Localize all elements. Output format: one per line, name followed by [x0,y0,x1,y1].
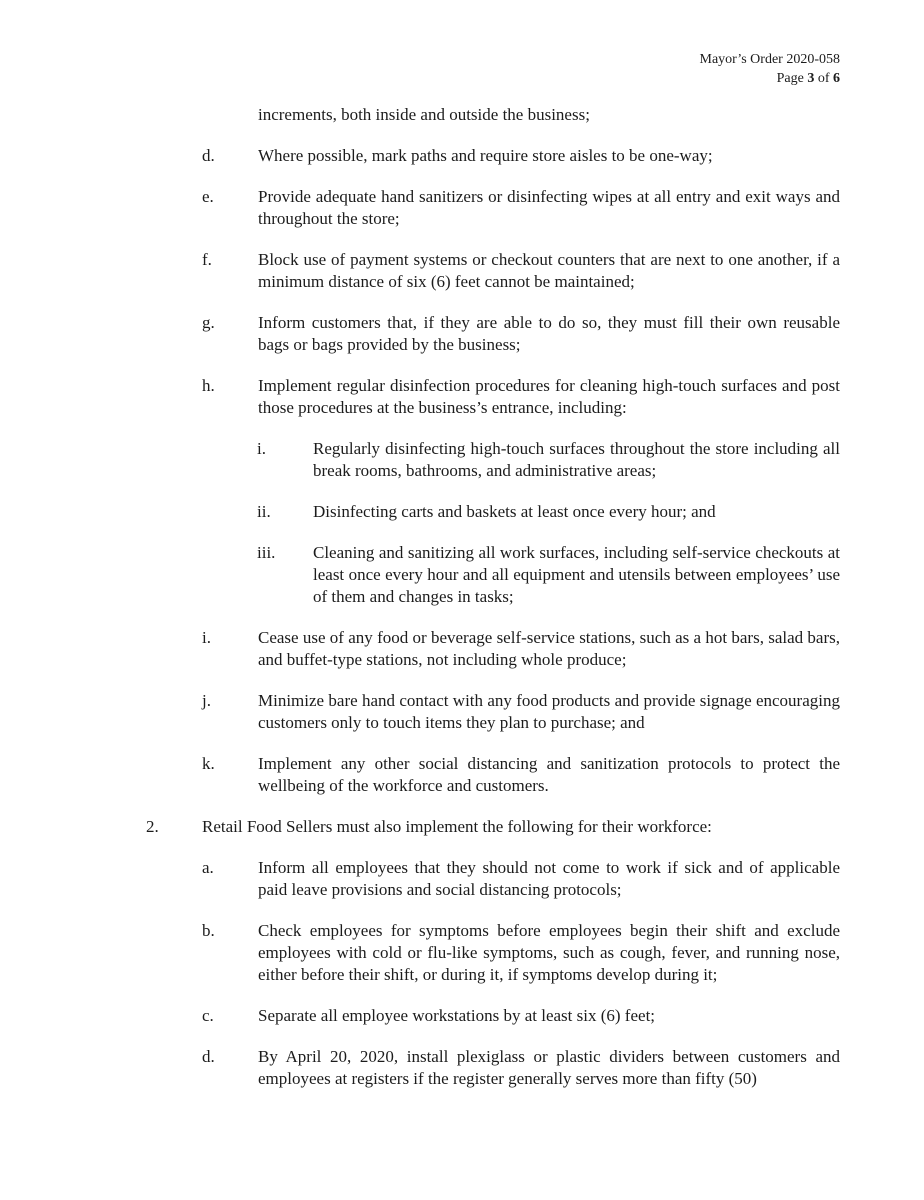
workforce-item-d [202,1046,840,1090]
continuation-text: increments, both inside and outside the business; [258,105,590,124]
item-label: i. [202,628,211,647]
list-item-f [202,249,840,293]
item-text: Implement any other social distancing and sanitization protocols to protect the wellbeing of the workforce and customers. [258,754,840,795]
workforce-item-c [202,1005,840,1027]
list-item-roman-i [257,438,840,482]
item-label: c. [202,1006,214,1025]
section-2 [146,816,840,838]
item-label: ii. [257,502,271,521]
item-label: f. [202,250,212,269]
item-text: Separate all employee workstations by at least six (6) feet; [258,1006,656,1025]
item-label: a. [202,858,214,877]
document-body [0,104,924,1090]
section-text: Retail Food Sellers must also implement the following for their workforce: [202,817,712,836]
item-text: Regularly disinfecting high-touch surfaces throughout the store including all break rooms, bathrooms, and administrative areas; [313,439,840,480]
workforce-item-a [202,857,840,901]
page-of: of [817,71,830,86]
item-text: Where possible, mark paths and require store aisles to be one-way; [258,146,713,165]
item-label: b. [202,921,215,940]
item-text: Inform customers that, if they are able to do so, they must fill their own reusable bags or bags provided by the business; [258,313,840,354]
item-label: i. [257,439,266,458]
item-text: Cease use of any food or beverage self-service stations, such as a hot bars, salad bars, and buffet-type stations, not including whole produce; [258,628,840,669]
section-label: 2. [146,817,159,836]
item-label: k. [202,754,215,773]
order-number: Mayor’s Order 2020-058 [699,52,840,67]
item-label: e. [202,187,214,206]
page-number [700,69,841,88]
list-item-roman-ii [257,501,840,523]
item-text: Disinfecting carts and baskets at least once every hour; and [313,502,716,521]
item-label: d. [202,1047,215,1066]
page-total: 6 [833,71,840,86]
item-label: h. [202,376,215,395]
page-current: 3 [807,71,815,86]
item-label: d. [202,146,215,165]
workforce-item-b [202,920,840,986]
list-item-g [202,312,840,356]
item-label: iii. [257,543,276,562]
item-text: Block use of payment systems or checkout counters that are next to one another, if a minimum distance of six (6) feet cannot be maintained; [258,250,840,291]
item-text: Check employees for symptoms before employees begin their shift and exclude employees with cold or flu-like symptoms, such as cough, fever, and running nose, either before their shift, or during it, if symptoms develop during it; [258,921,840,984]
list-item-d [202,145,840,167]
item-text: Inform all employees that they should not come to work if sick and of applicable paid leave provisions and social distancing protocols; [258,858,840,899]
item-text: Provide adequate hand sanitizers or disinfecting wipes at all entry and exit ways and throughout the store; [258,187,840,228]
list-item-h [202,375,840,419]
item-label: g. [202,313,215,332]
page-header [700,50,841,88]
list-item-e [202,186,840,230]
item-text: By April 20, 2020, install plexiglass or plastic dividers between customers and employees at registers if the register generally serves more than fifty (50) [258,1047,840,1088]
item-label: j. [202,691,211,710]
item-text: Minimize bare hand contact with any food products and provide signage encouraging customers only to touch items they plan to purchase; and [258,691,840,732]
item-text: Cleaning and sanitizing all work surfaces, including self-service checkouts at least once every hour and all equipment and utensils between employees’ use of them and changes in tasks; [313,543,840,606]
page-prefix: Page [776,71,804,86]
list-item-j [202,690,840,734]
continuation-paragraph [258,104,840,126]
item-text: Implement regular disinfection procedures for cleaning high-touch surfaces and post those procedures at the business’s entrance, including: [258,376,840,417]
list-item-k [202,753,840,797]
list-item-i [202,627,840,671]
list-item-roman-iii [257,542,840,608]
